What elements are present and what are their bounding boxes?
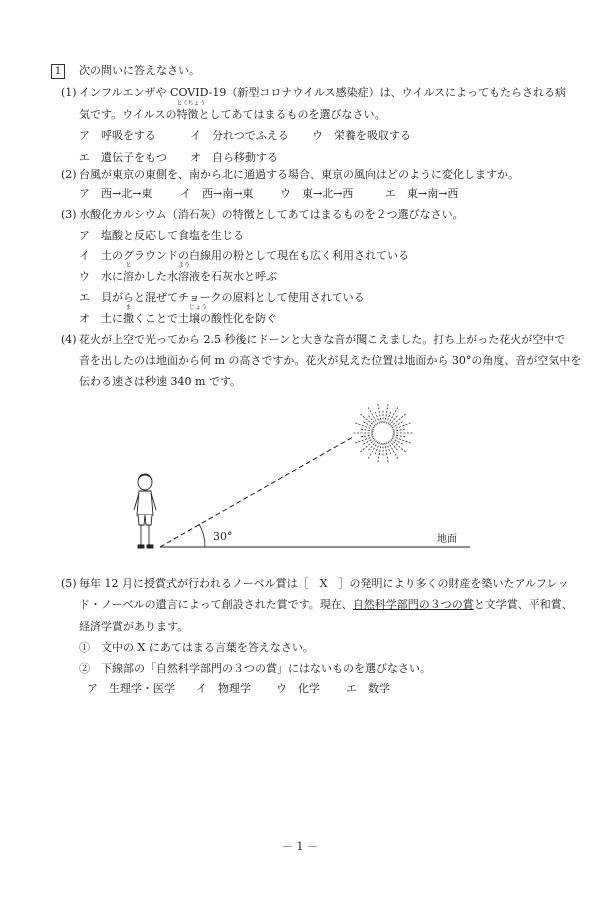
q5-choice-a: ア 生理学・医学 [87,682,175,695]
q4-line3: 伝わる速さは秒速 340 m です。 [79,375,242,388]
q1-line2 [79,100,386,123]
q1-choice-a: ア 呼吸をする [79,129,156,142]
q3-o-kanji2: じょう 壌 [189,304,208,325]
q1-term-a-kanji: 特 [176,108,188,121]
q5-underlined-term: 自然科学部門の３つの賞 [352,598,474,611]
q3-o-kanji1: ま 撒 [123,304,134,325]
q4-number: (4) [61,333,77,346]
q3-number: (3) [61,208,77,221]
q1-choice-u: ウ 栄養を吸収する [312,129,411,142]
q3-choice-u: ウ 水に と 溶かした水 よう 溶液を石灰水と呼ぶ [79,262,277,283]
q5-line3: 経済学賞があります。 [79,620,189,633]
q2-choice-i: イ 西→南→東 [180,187,254,200]
q5-number: (5) [61,577,77,590]
q5-line2-post: と文学賞、平和賞、 [473,598,573,611]
q1-line1: インフルエンザや COVID-19（新型コロナウイルス感染症）は、ウイルスによってもたらされる病 [79,86,567,99]
q3-text: 水酸化カルシウム（消石灰）の特徴としてあてはまるものを２つ選びなさい。 [79,208,464,221]
q1-term-a-ruby: とく [176,100,189,107]
q1-choice-e: エ 遺伝子をもつ [79,151,167,164]
q1-line2-post: としてあてはまるものを選びなさい。 [198,108,386,121]
q3-u-kanji1: と 溶 [123,262,134,283]
q3-choice-a: ア 塩酸と反応して食塩を生じる [79,229,244,242]
angle-arc [199,524,205,547]
q2-choice-a: ア 西→北→東 [79,187,153,200]
q1-term-b [187,100,206,123]
q1-choice-i: イ 分れつでふえる [190,129,289,142]
instruction-text: 次の問いに答えなさい。 [79,64,200,77]
q1-choice-o: オ 自ら移動する [190,151,278,164]
q5-choice-u: ウ 化学 [276,682,320,695]
fireworks-figure [125,395,475,560]
fireworks-diagram [125,395,475,560]
angle-label: 30° [213,530,233,543]
problem-number-box: 1 [51,64,65,79]
q2-choice-u: ウ 東→北→西 [280,187,354,200]
q1-term-b-kanji: 徴 [187,108,199,121]
person-icon [134,474,156,548]
q5-sub2: ② 下線部の「自然科学部門の３つの賞」にはないものを選びなさい。 [79,662,431,675]
q5-choice-i: イ 物理学 [196,682,251,695]
q5-sub1: ① 文中の X にあてはまる言葉を答えなさい。 [79,641,314,654]
q1-line2-pre: 気です。ウイルスの [79,108,177,121]
page-number: － 1 － [282,840,318,853]
q3-u-kanji2: よう 溶 [178,262,191,283]
q2-text: 台風が東京の東側を、南から北に通過する場合、東京の風向はどのように変化しますか。 [79,168,519,181]
q3-choice-e: エ 貝がらと混ぜてチョークの原料として使用されている [79,291,365,304]
q4-line1: 花火が上空で光ってから 2.5 秒後にドーンと大きな音が聞こえました。打ち上がった花火が空中で [79,333,566,346]
q5-line2-pre: ド・ノーベルの遺言によって創設された賞です。現在、 [79,598,353,611]
firework-icon [353,404,413,463]
q3-choice-i: イ 土のグラウンドの白線用の粉として現在も広く利用されている [79,249,409,262]
q5-line1: 毎年 12 月に授賞式が行われるノーベル賞は［ X ］の発明により多くの財産を築いたアルフレッ [79,577,569,590]
q5-choice-e: エ 数学 [346,682,390,695]
sight-line [160,437,353,547]
q4-line2: 音を出したのは地面から何 m の高さですか。花火が見えた位置は地面から 30°の角度、音が空気中を [79,354,582,367]
q2-number: (2) [61,168,77,181]
q1-number: (1) [61,86,77,99]
q2-choice-e: エ 東→南→西 [385,187,459,200]
q3-choice-o: オ 土に ま 撒くことで土 じょう 壌の酸性化を防ぐ [79,304,277,325]
q1-term-b-ruby: ちょう [187,100,206,107]
q1-term-a [176,100,189,123]
q5-line2 [79,598,573,613]
ground-label: 地面 [437,534,457,545]
